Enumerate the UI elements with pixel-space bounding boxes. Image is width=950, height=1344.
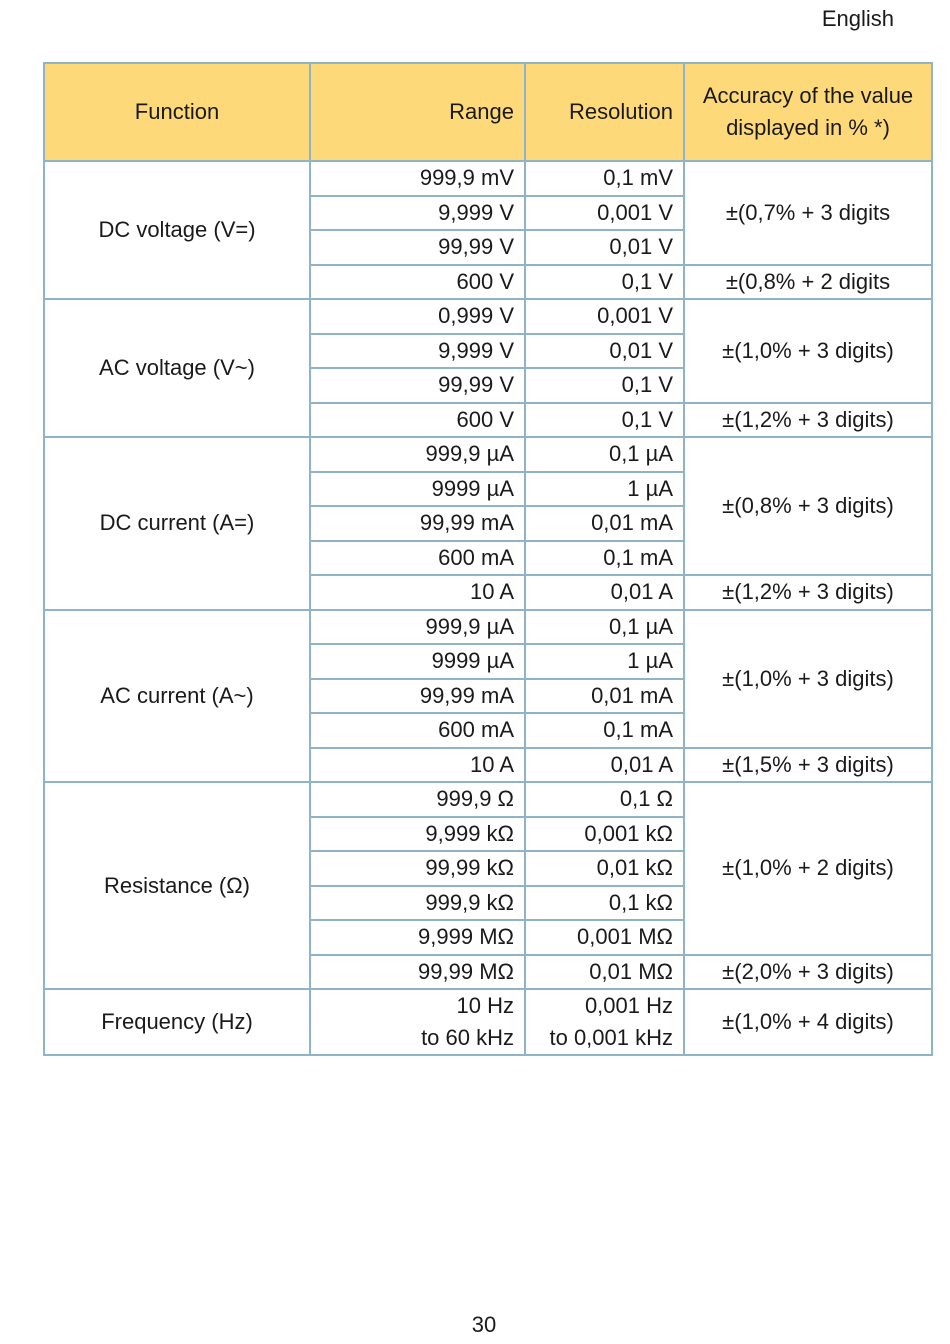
accuracy-cell: ±(2,0% + 3 digits) (684, 955, 932, 990)
specification-table (43, 62, 933, 1056)
range-cell: 99,99 V (310, 230, 525, 265)
page-number: 30 (471, 1312, 497, 1337)
table-row (44, 782, 932, 817)
resolution-cell: 0,01 V (525, 334, 684, 369)
resolution-cell: 0,001 V (525, 299, 684, 334)
resolution-line: 0,001 Hz (584, 993, 673, 1018)
range-cell: 999,9 Ω (310, 782, 525, 817)
column-header-resolution: Resolution (525, 63, 684, 161)
column-header-accuracy: Accuracy of the value displayed in % *) (684, 63, 932, 161)
range-cell: 9,999 V (310, 196, 525, 231)
resolution-cell: 0,1 mV (525, 161, 684, 196)
range-cell: 999,9 kΩ (310, 886, 525, 921)
function-cell: Resistance (Ω) (44, 782, 310, 989)
resolution-cell: 0,1 Ω (525, 782, 684, 817)
accuracy-cell: ±(0,7% + 3 digits (684, 161, 932, 265)
resolution-cell: 1 µA (525, 472, 684, 507)
resolution-cell: 0,1 µA (525, 610, 684, 645)
resolution-cell: 0,1 V (525, 265, 684, 300)
resolution-cell: 0,1 V (525, 403, 684, 438)
resolution-cell: 0,1 µA (525, 437, 684, 472)
range-cell: 600 V (310, 265, 525, 300)
range-cell: 9999 µA (310, 472, 525, 507)
column-header-function: Function (44, 63, 310, 161)
range-cell: 600 mA (310, 541, 525, 576)
function-cell: AC current (A~) (44, 610, 310, 783)
function-cell: DC voltage (V=) (44, 161, 310, 299)
resolution-cell: 0,01 A (525, 575, 684, 610)
resolution-cell: 0,001 kΩ (525, 817, 684, 852)
accuracy-cell: ±(1,5% + 3 digits) (684, 748, 932, 783)
range-cell: 10 A (310, 575, 525, 610)
range-line: 10 Hz (456, 993, 514, 1018)
range-cell: 999,9 µA (310, 437, 525, 472)
accuracy-cell: ±(1,2% + 3 digits) (684, 403, 932, 438)
resolution-cell: 0,01 mA (525, 506, 684, 541)
resolution-cell: 0,1 kΩ (525, 886, 684, 921)
language-label: English (821, 6, 894, 31)
table-row (44, 161, 932, 196)
range-cell: 0,999 V (310, 299, 525, 334)
column-header-range: Range (310, 63, 525, 161)
function-cell: AC voltage (V~) (44, 299, 310, 437)
resolution-cell: 1 µA (525, 644, 684, 679)
range-cell: 600 mA (310, 713, 525, 748)
range-cell: 10 A (310, 748, 525, 783)
resolution-cell: 0,01 mA (525, 679, 684, 714)
resolution-cell: 0,01 MΩ (525, 955, 684, 990)
resolution-cell: 0,01 A (525, 748, 684, 783)
range-cell: 9999 µA (310, 644, 525, 679)
range-cell: 600 V (310, 403, 525, 438)
range-cell: 9,999 MΩ (310, 920, 525, 955)
accuracy-cell: ±(0,8% + 3 digits) (684, 437, 932, 575)
resolution-cell: 0,001 V (525, 196, 684, 231)
resolution-cell: 0,01 kΩ (525, 851, 684, 886)
accuracy-cell: ±(1,2% + 3 digits) (684, 575, 932, 610)
range-line: to 60 kHz (421, 1025, 514, 1050)
resolution-cell: 0,1 mA (525, 713, 684, 748)
table-header-row (44, 63, 932, 161)
range-cell: 99,99 kΩ (310, 851, 525, 886)
table-row (44, 989, 932, 1055)
range-cell: 99,99 V (310, 368, 525, 403)
accuracy-cell: ±(1,0% + 4 digits) (684, 989, 932, 1055)
resolution-cell: 0,01 V (525, 230, 684, 265)
table-row (44, 299, 932, 334)
accuracy-cell: ±(1,0% + 3 digits) (684, 610, 932, 748)
resolution-cell: 0,1 V (525, 368, 684, 403)
range-cell: 99,99 MΩ (310, 955, 525, 990)
resolution-cell: 0,001 MΩ (525, 920, 684, 955)
range-cell: 999,9 µA (310, 610, 525, 645)
range-cell: 9,999 V (310, 334, 525, 369)
accuracy-cell: ±(1,0% + 2 digits) (684, 782, 932, 955)
function-cell: DC current (A=) (44, 437, 310, 610)
function-cell: Frequency (Hz) (44, 989, 310, 1055)
resolution-line: to 0,001 kHz (549, 1025, 673, 1050)
accuracy-cell: ±(1,0% + 3 digits) (684, 299, 932, 403)
range-cell (310, 989, 525, 1055)
resolution-cell: 0,1 mA (525, 541, 684, 576)
table-row (44, 437, 932, 472)
range-cell: 9,999 kΩ (310, 817, 525, 852)
range-cell: 99,99 mA (310, 679, 525, 714)
range-cell: 999,9 mV (310, 161, 525, 196)
resolution-cell (525, 989, 684, 1055)
accuracy-cell: ±(0,8% + 2 digits (684, 265, 932, 300)
table-row (44, 610, 932, 645)
range-cell: 99,99 mA (310, 506, 525, 541)
